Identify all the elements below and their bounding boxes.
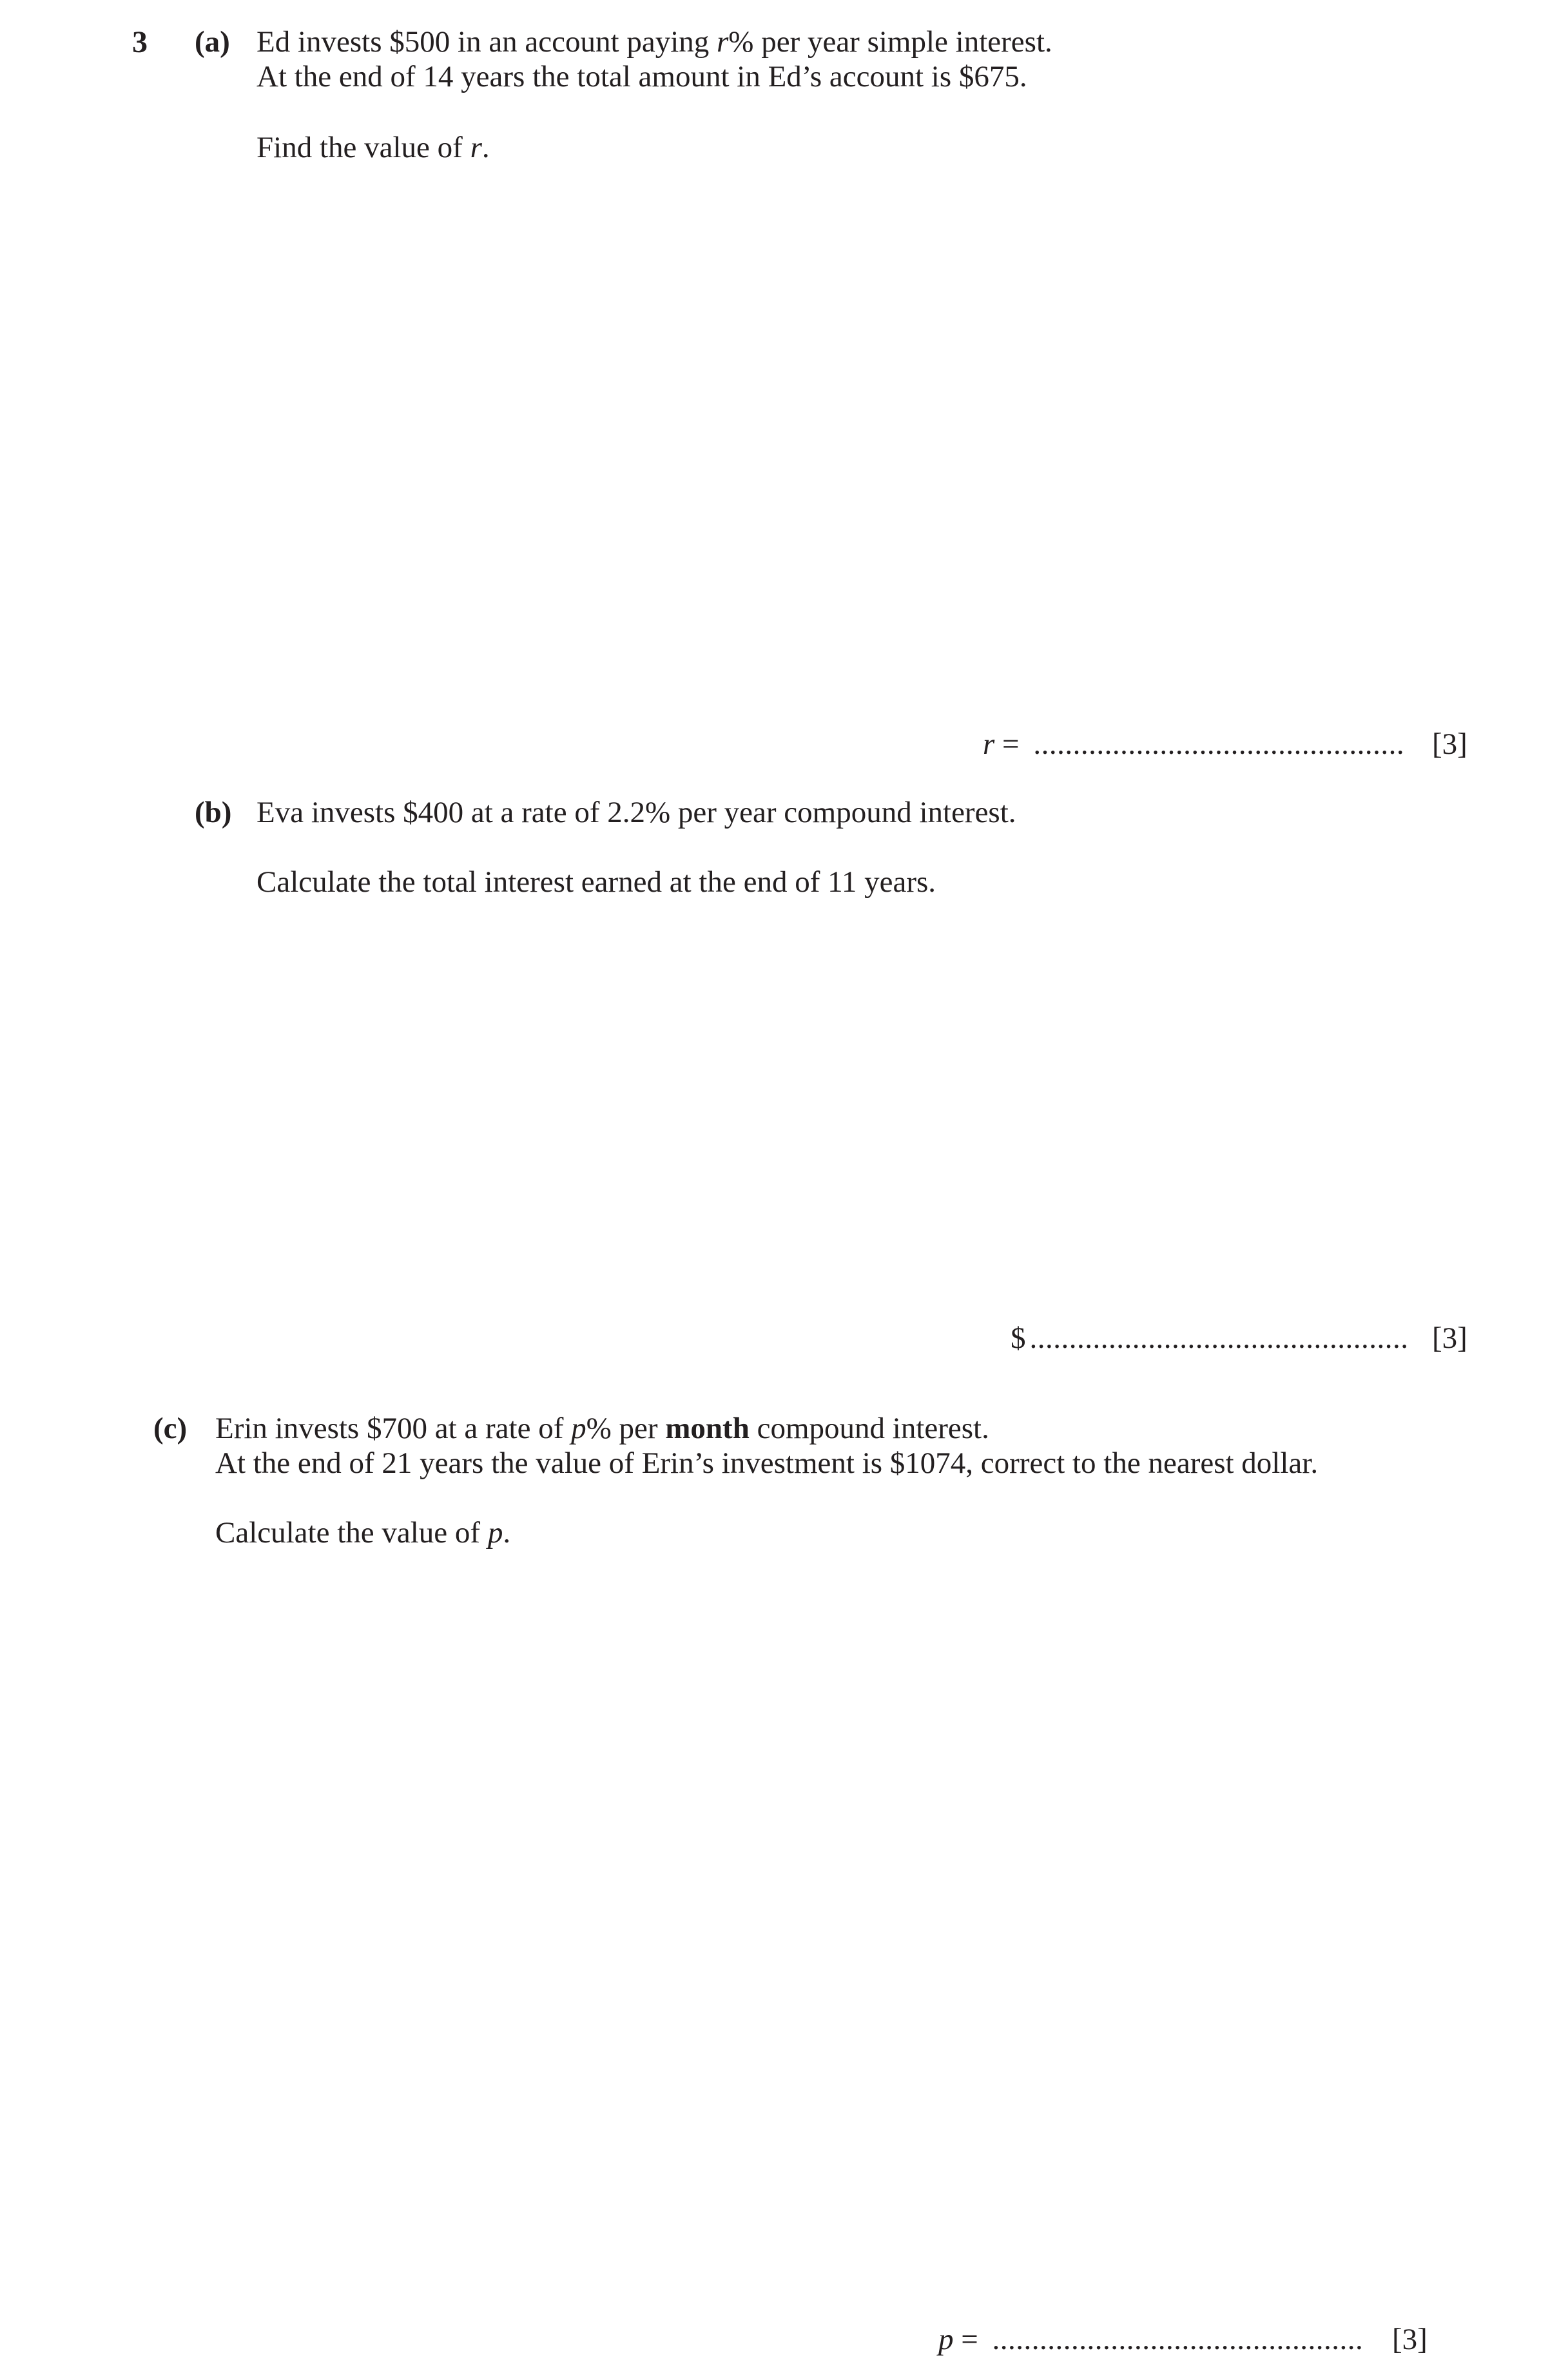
part-c-instruction-var: p bbox=[487, 1516, 503, 1550]
part-c-label: (c) bbox=[153, 1412, 188, 1445]
part-a-instruction-var: r bbox=[470, 131, 482, 164]
part-a-answer-line[interactable] bbox=[983, 729, 1404, 760]
part-b-instruction: Calculate the total interest earned at the end of 11 years. bbox=[257, 865, 936, 899]
part-c-line2: At the end of 21 years the value of Erin’s investment is $1074, correct to the nearest dollar. bbox=[215, 1446, 1319, 1480]
part-b-answer-prefix: $ bbox=[1011, 1321, 1026, 1355]
part-a-instruction-pre: Find the value of bbox=[257, 131, 470, 164]
part-b-answer-line[interactable] bbox=[1011, 1323, 1409, 1354]
part-c-answer-line[interactable] bbox=[938, 2325, 1363, 2355]
part-c-line1-post: compound interest. bbox=[749, 1412, 989, 1445]
part-a-answer-eq: = bbox=[994, 727, 1027, 761]
part-c-line1 bbox=[215, 1414, 989, 1444]
part-c-line1-mid: % per bbox=[586, 1412, 666, 1445]
part-c-answer-dots: ............................................... bbox=[992, 2323, 1364, 2356]
part-a-label: (a) bbox=[195, 25, 230, 59]
part-b-answer-dots: ................................................ bbox=[1029, 1321, 1409, 1355]
part-b-marks: [3] bbox=[1432, 1321, 1467, 1355]
part-c-instruction bbox=[215, 1518, 510, 1548]
part-a-line2: At the end of 14 years the total amount in Ed’s account is $675. bbox=[257, 60, 1027, 93]
part-a-marks: [3] bbox=[1432, 727, 1467, 761]
question-number: 3 bbox=[132, 25, 148, 59]
part-a-var-r: r bbox=[717, 25, 729, 59]
part-a-instruction bbox=[257, 133, 490, 163]
part-a-line1 bbox=[257, 27, 1052, 57]
part-c-line1-pre: Erin invests $700 at a rate of bbox=[215, 1412, 572, 1445]
part-b-line1: Eva invests $400 at a rate of 2.2% per year compound interest. bbox=[257, 796, 1016, 829]
part-c-answer-var: p bbox=[938, 2323, 954, 2356]
part-a-answer-dots: ............................................... bbox=[1033, 727, 1405, 761]
part-c-instruction-pre: Calculate the value of bbox=[215, 1516, 488, 1550]
part-a-line1-pre: Ed invests $500 in an account paying bbox=[257, 25, 717, 59]
part-c-month-bold: month bbox=[665, 1412, 750, 1445]
part-c-marks: [3] bbox=[1392, 2323, 1428, 2356]
part-a-instruction-post: . bbox=[481, 131, 490, 164]
part-c-var-p: p bbox=[571, 1412, 586, 1445]
part-a-answer-var: r bbox=[983, 727, 995, 761]
part-c-answer-eq: = bbox=[953, 2323, 986, 2356]
part-b-label: (b) bbox=[195, 796, 232, 829]
part-c-instruction-post: . bbox=[503, 1516, 511, 1550]
part-a-line1-post: % per year simple interest. bbox=[728, 25, 1052, 59]
